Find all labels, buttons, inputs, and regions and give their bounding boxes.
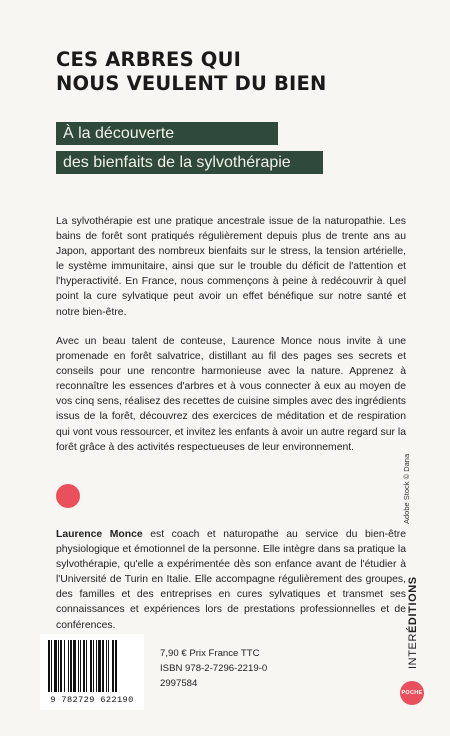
price-block [160,646,267,691]
intro-paragraph: La sylvothérapie est une pratique ancestrale issue de la naturopathie. Les bains de forêt sont pratiqués régulièrement depuis plus de trente ans au Japon, apportant des nombreux bienfaits sur le stress, la tension artérielle, le système immunitaire, ainsi que sur le trouble du déficit de l'attention et l'hyperactivité. En France, nous commençons à peine à redécouvrir à quel point la cure sylvatique peut avoir un effet bénéfique sur notre santé et notre bien-être. [56,216,406,318]
reference-number: 2997584 [160,678,198,689]
publisher-logo [407,576,419,669]
price: 7,90 € Prix France TTC [160,648,260,659]
decorative-dot [56,484,80,508]
barcode-digits: 9 782729 622190 [50,695,134,705]
barcode-bars [46,640,138,692]
author-name: Laurence Monce [56,529,143,540]
isbn: ISBN 978-2-7296-2219-0 [160,663,268,674]
barcode [40,634,144,710]
author-bio: est coach et naturopathe au service du bien-être physiologique et émotionnel de la personne. Elle intègre dans sa pratique la sylvothérapie, qu'elle a expérimentée dès son enfance avant de l'étudier à l'Université de Turin en Italie. Elle accompagne régulièrement des groupes, des familles et des entreprises en cures sylvatiques et transmet ses connaissances et expériences lors de prestations professionnelles et de conférences. [56,529,406,631]
photo-credit: Adobe Stock © Dana [402,453,411,524]
summary-paragraph: Avec un beau talent de conteuse, Laurence Monce nous invite à une promenade en forêt salvatrice, distillant au fil des pages ses secrets et conseils pour une rencontre harmonieuse avec la nature. Apprenez à reconnaître les essences d'arbres et à vous connecter à eux au moyen de vos cinq sens, réalisez des recettes de cuisine simples avec des ingrédients issus de la forêt, découvrez des exercices de méditation et de respiration qui vont vous ressourcer, et invitez les enfants à avoir un autre regard sur la forêt grâce à des activités respectueuses de leur environnement. [56,336,406,453]
poche-badge: POCHE [400,681,424,705]
publisher-logo-part1: INTER [407,633,419,669]
title-line-2: NOUS VEULENT DU BIEN [56,72,327,95]
author-paragraph [56,527,406,633]
publisher-logo-part2: ÉDITIONS [407,576,419,633]
book-title [56,48,396,96]
title-line-1: CES ARBRES QUI [56,48,242,71]
subtitle-line-1: À la découverte [56,122,278,145]
subtitle-line-2: des bienfaits de la sylvothérapie [56,151,323,174]
